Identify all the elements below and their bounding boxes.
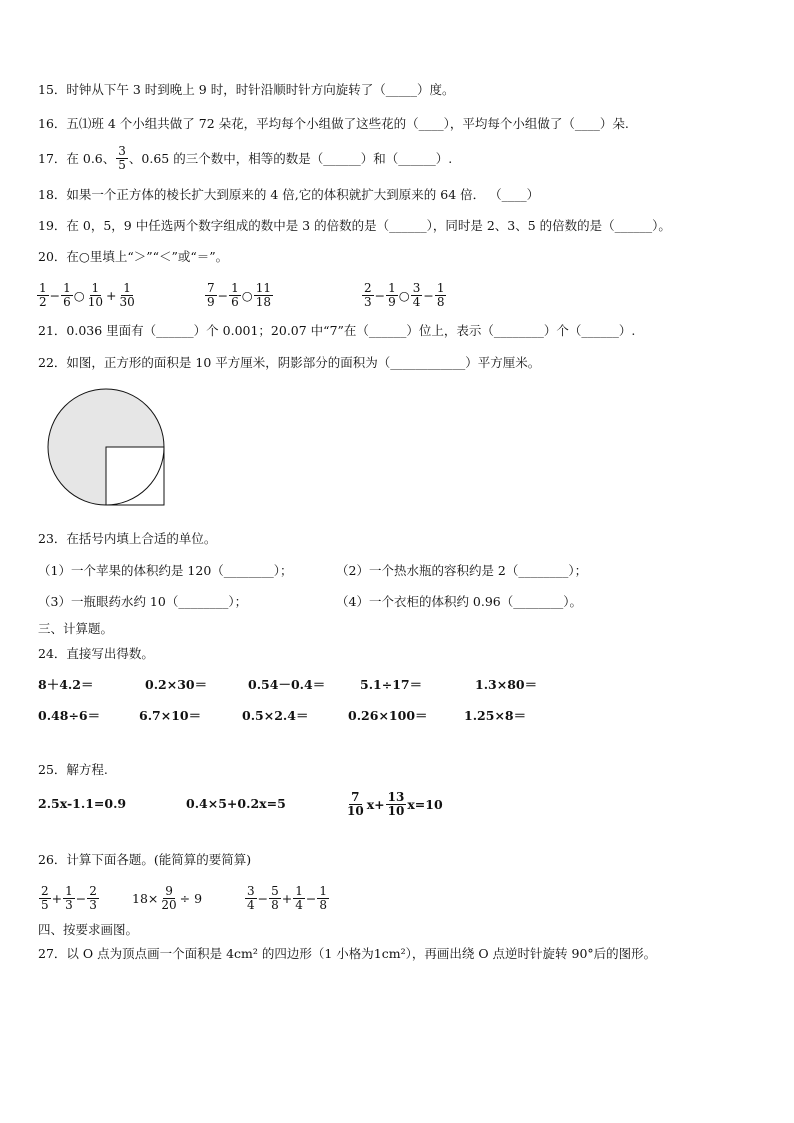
q23-item-3: （3）一瓶眼药水约 10（________）；: [38, 594, 248, 609]
fraction: $\frac{2}{3}$: [89, 883, 97, 912]
q24-r2-c1: 0.48÷6＝: [38, 708, 101, 723]
q24-r1-c4: 5.1÷17＝: [360, 677, 423, 692]
q20-expression-2: $\frac{7}{9}$ − $\frac{1}{6}$ ○ $\frac{11}{18}$: [207, 280, 271, 309]
fraction: $\frac{9}{20}$: [161, 883, 177, 912]
q25-equation-3: $\frac{7}{10}$ x+ $\frac{13}{10}$ x=10: [347, 789, 443, 818]
question-26-title: 26．计算下面各题。(能简算的要简算): [38, 852, 252, 867]
q20-expression-3: $\frac{2}{3}$ − $\frac{1}{9}$ ○ $\frac{3}{4}$ − $\frac{1}{8}$: [364, 280, 445, 309]
question-25-title: 25．解方程.: [38, 762, 108, 777]
q24-r2-c2: 6.7×10＝: [139, 708, 202, 723]
fraction: $\frac{2}{3}$: [364, 280, 372, 309]
fraction: $\frac{1}{8}$: [319, 883, 328, 912]
section-4-heading: 四、按要求画图。: [38, 922, 139, 937]
q23-item-2: （2）一个热水瓶的容积约是 2（________）；: [336, 563, 588, 578]
question-20-title: 20．在○里填上“＞”“＜”或“＝”。: [38, 249, 229, 264]
fraction: $\frac{1}{9}$: [388, 280, 396, 309]
fraction: $\frac{1}{10}$: [87, 280, 103, 309]
q26-expression-3: $\frac{3}{4}$ − $\frac{5}{8}$ + $\frac{1}{4}$ − $\frac{1}{8}$: [247, 883, 328, 912]
fraction: $\frac{1}{6}$: [231, 280, 239, 309]
question-18: 18．如果一个正方体的棱长扩大到原来的 4 倍,它的体积就扩大到原来的 64 倍． （____）: [38, 187, 540, 202]
compare-circle[interactable]: ○: [398, 287, 410, 303]
question-24-title: 24．直接写出得数。: [38, 646, 154, 661]
q22-circle-square-figure: [44, 386, 168, 508]
q25-equation-1: 2.5x-1.1=0.9: [38, 796, 127, 811]
fraction: $\frac{11}{18}$: [255, 280, 271, 309]
q24-r1-c5: 1.3×80＝: [475, 677, 538, 692]
q17-prefix: 17．在 0.6、: [38, 151, 116, 166]
compare-circle[interactable]: ○: [241, 287, 253, 303]
fraction: $\frac{5}{8}$: [271, 883, 279, 912]
fraction: $\frac{1}{30}$: [119, 280, 135, 309]
question-15: 15．时钟从下午 3 时到晚上 9 时，时针沿顺时针方向旋转了（_____）度。: [38, 82, 455, 97]
q26-expression-1: $\frac{2}{5}$ + $\frac{1}{3}$ − $\frac{2}{3}$: [41, 883, 97, 912]
fraction: $\frac{1}{4}$: [295, 883, 303, 912]
fraction: $\frac{7}{10}$: [347, 789, 364, 818]
q24-r2-c3: 0.5×2.4＝: [242, 708, 309, 723]
question-19: 19．在 0，5，9 中任选两个数字组成的数中是 3 的倍数的是（______），同时是 2、3、5 的倍数的是（______）。: [38, 218, 671, 233]
fraction: $\frac{7}{9}$: [207, 280, 215, 309]
q23-item-4: （4）一个衣柜的体积约 0.96（________）。: [336, 594, 583, 609]
q26-expression-2: 18× $\frac{9}{20}$ ÷ 9: [132, 883, 203, 912]
q24-r2-c5: 1.25×8＝: [464, 708, 527, 723]
question-23-title: 23．在括号内填上合适的单位。: [38, 531, 217, 546]
q20-expression-1: $\frac{1}{2}$ − $\frac{1}{6}$ ○ $\frac{1}{10}$ + $\frac{1}{30}$: [39, 280, 135, 309]
compare-circle[interactable]: ○: [73, 287, 85, 303]
q17-frac-denominator: 5: [118, 157, 126, 172]
q24-r1-c1: 8＋4.2＝: [38, 677, 94, 692]
question-21: 21．0.036 里面有（______）个 0.001；20.07 中“7”在（______）位上，表示（________）个（______）.: [38, 323, 636, 338]
section-3-heading: 三、计算题。: [38, 621, 114, 636]
fraction: $\frac{1}{3}$: [65, 883, 73, 912]
fraction: $\frac{1}{2}$: [39, 280, 47, 309]
fraction: $\frac{13}{10}$: [387, 789, 405, 818]
q23-item-1: （1）一个苹果的体积约是 120（________）；: [38, 563, 293, 578]
question-16: 16．五⑴班 4 个小组共做了 72 朵花，平均每个小组做了这些花的（____），平均每个小组做了（____）朵.: [38, 116, 629, 131]
question-22: 22．如图，正方形的面积是 10 平方厘米，阴影部分的面积为（____________）平方厘米。: [38, 355, 541, 370]
fraction: $\frac{1}{8}$: [436, 280, 445, 309]
q17-suffix: 、0.65 的三个数中，相等的数是（______）和（______）.: [128, 151, 453, 166]
q24-r1-c3: 0.54－0.4＝: [248, 677, 326, 692]
fraction: $\frac{3}{4}$: [247, 883, 255, 912]
q24-r1-c2: 0.2×30＝: [145, 677, 208, 692]
q25-equation-2: 0.4×5+0.2x=5: [186, 796, 286, 811]
q17-frac-numerator: 3: [118, 143, 126, 158]
q17-fraction: [116, 145, 128, 172]
question-27: 27．以 O 点为顶点画一个面积是 4cm² 的四边形（1 小格为1cm²），再画出绕 O 点逆时针旋转 90°后的图形。: [38, 946, 657, 961]
q24-r2-c4: 0.26×100＝: [348, 708, 428, 723]
fraction: $\frac{2}{5}$: [41, 883, 49, 912]
question-17: [38, 140, 452, 176]
fraction: $\frac{3}{4}$: [412, 280, 421, 309]
fraction: $\frac{1}{6}$: [63, 280, 71, 309]
